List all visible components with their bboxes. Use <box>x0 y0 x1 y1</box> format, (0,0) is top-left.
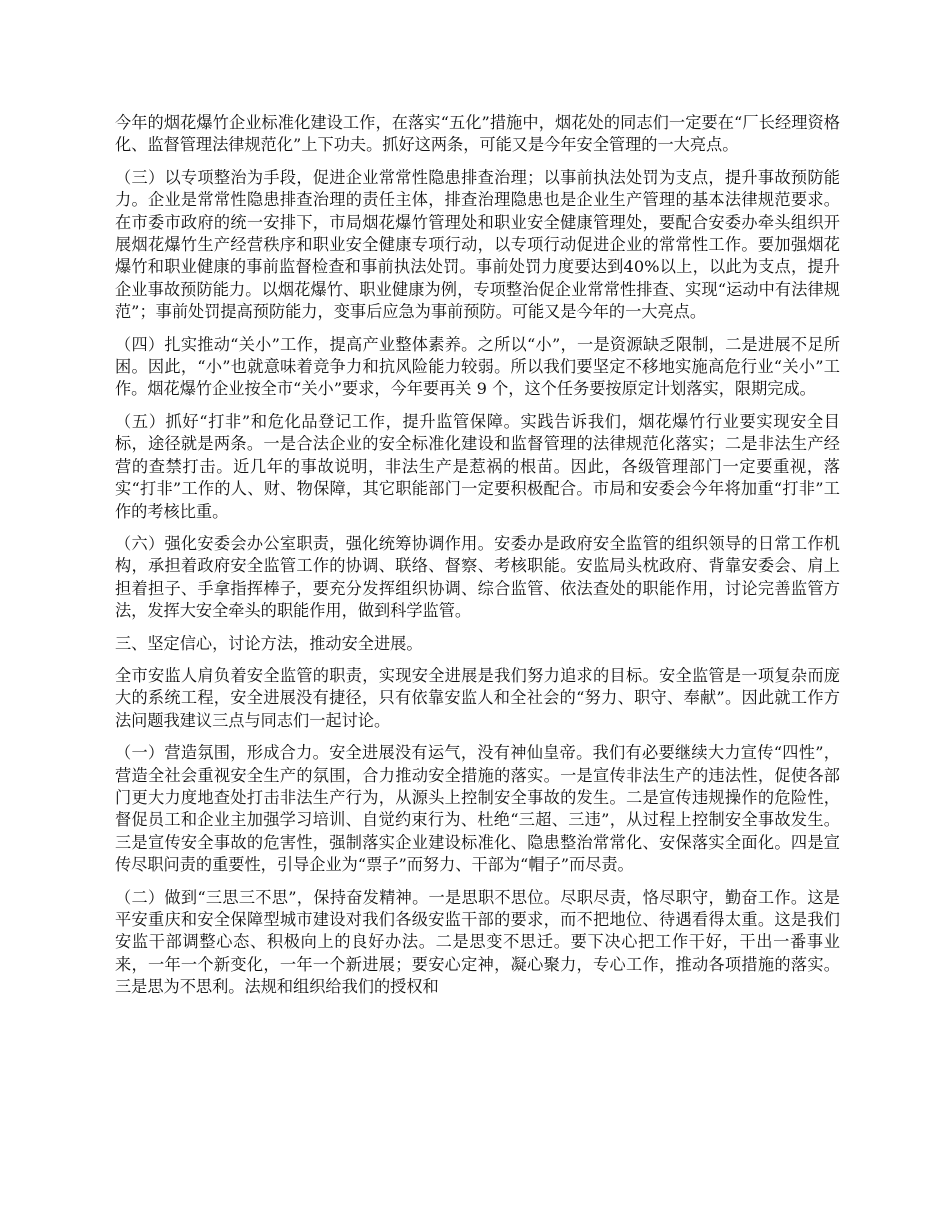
paragraph-section-6-safety-committee: （六）强化安委会办公室职责，强化统筹协调作用。安委办是政府安全监管的组织领导的日常工作机构，承担着政府安全监管工作的协调、联络、督察、考核职能。安监局头枕政府、背靠安委会、肩上担着担子、手拿指挥棒子，要充分发挥组织协调、综合监管、依法查处的职能作用，讨论完善监管方法，发挥大安全牵头的职能作用，做到科学监管。 <box>115 533 840 621</box>
paragraph-section-5-crackdown: （五）抓好“打非”和危化品登记工作，提升监管保障。实践告诉我们，烟花爆竹行业要实现安全目标，途径就是两条。一是合法企业的安全标准化建设和监督管理的法律规范化落实；二是非法生产经营的查禁打击。近几年的事故说明，非法生产是惹祸的根苗。因此，各级管理部门一定要重视，落实“打非”工作的人、财、物保障，其它职能部门一定要积极配合。市局和安委会今年将加重“打非”工作的考核比重。 <box>115 411 840 521</box>
paragraph-item-2-three-thoughts: （二）做到“三思三不思”，保持奋发精神。一是思职不思位。尽职尽责，恪尽职守，勤奋工作。这是平安重庆和安全保障型城市建设对我们各级安监干部的要求，而不把地位、待遇看得太重。这是我们安监干部调整心态、积极向上的良好办法。二是思变不思迁。要下决心把工作干好，干出一番事业来，一年一个新变化，一年一个新进展；要安心定神，凝心聚力，专心工作，推动各项措施的落实。三是思为不思利。法规和组织给我们的授权和 <box>115 887 840 997</box>
paragraph-safety-supervision-duty: 全市安监人肩负着安全监管的职责，实现安全进展是我们努力追求的目标。安全监管是一项复杂而庞大的系统工程，安全进展没有捷径，只有依靠安监人和全社会的“努力、职守、奉献”。因此就工作方法问题我建议三点与同志们一起讨论。 <box>115 665 840 730</box>
paragraph-section-4-close-small: （四）扎实推动“关小”工作，提高产业整体素养。之所以“小”，一是资源缺乏限制，二是进展不足所困。因此，“小”也就意味着竞争力和抗风险能力较弱。所以我们要坚定不移地实施高危行业“关小”工作。烟花爆竹企业按全市“关小”要求，今年要再关 9 个，这个任务要按原定计划落实，限期完成。 <box>115 334 840 399</box>
paragraph-section-3-special-rectification: （三）以专项整治为手段，促进企业常常性隐患排查治理；以事前执法处罚为支点，提升事故预防能力。企业是常常性隐患排查治理的责任主体，排查治理隐患也是企业生产管理的基本法律规范要求。在市委市政府的统一安排下，市局烟花爆竹管理处和职业安全健康管理处，要配合安委办牵头组织开展烟花爆竹生产经营秩序和职业安全健康专项行动，以专项行动促进企业的常常性工作。要加强烟花爆竹和职业健康的事前监督检查和事前执法处罚。事前处罚力度要达到40%以上，以此为支点，提升企业事故预防能力。以烟花爆竹、职业健康为例，专项整治促企业常常性排查、实现“运动中有法律规范”；事前处罚提高预防能力，变事后应急为事前预防。可能又是今年的一大亮点。 <box>115 167 840 322</box>
paragraph-item-1-atmosphere: （一）营造氛围，形成合力。安全进展没有运气，没有神仙皇帝。我们有必要继续大力宣传“四性”，营造全社会重视安全生产的氛围，合力推动安全措施的落实。一是宣传非法生产的违法性，促使各部门更大力度地查处打击非法生产行为，从源头上控制安全事故的发生。二是宣传违规操作的危险性，督促员工和企业主加强学习培训、自觉约束行为、杜绝“三超、三违”，从过程上控制安全事故发生。三是宣传安全事故的危害性，强制落实企业建设标准化、隐患整治常常化、安保落实全面化。四是宣传尽职问责的重要性，引导企业为“票子”而努力、干部为“帽子”而尽责。 <box>115 743 840 875</box>
paragraph-fireworks-standardization: 今年的烟花爆竹企业标准化建设工作，在落实“五化”措施中，烟花处的同志们一定要在“厂长经理资格化、监督管理法律规范化”上下功夫。抓好这两条，可能又是今年安全管理的一大亮点。 <box>115 113 840 155</box>
section-heading-three: 三、坚定信心，讨论方法，推动安全进展。 <box>115 633 423 653</box>
document-body <box>115 112 840 1009</box>
